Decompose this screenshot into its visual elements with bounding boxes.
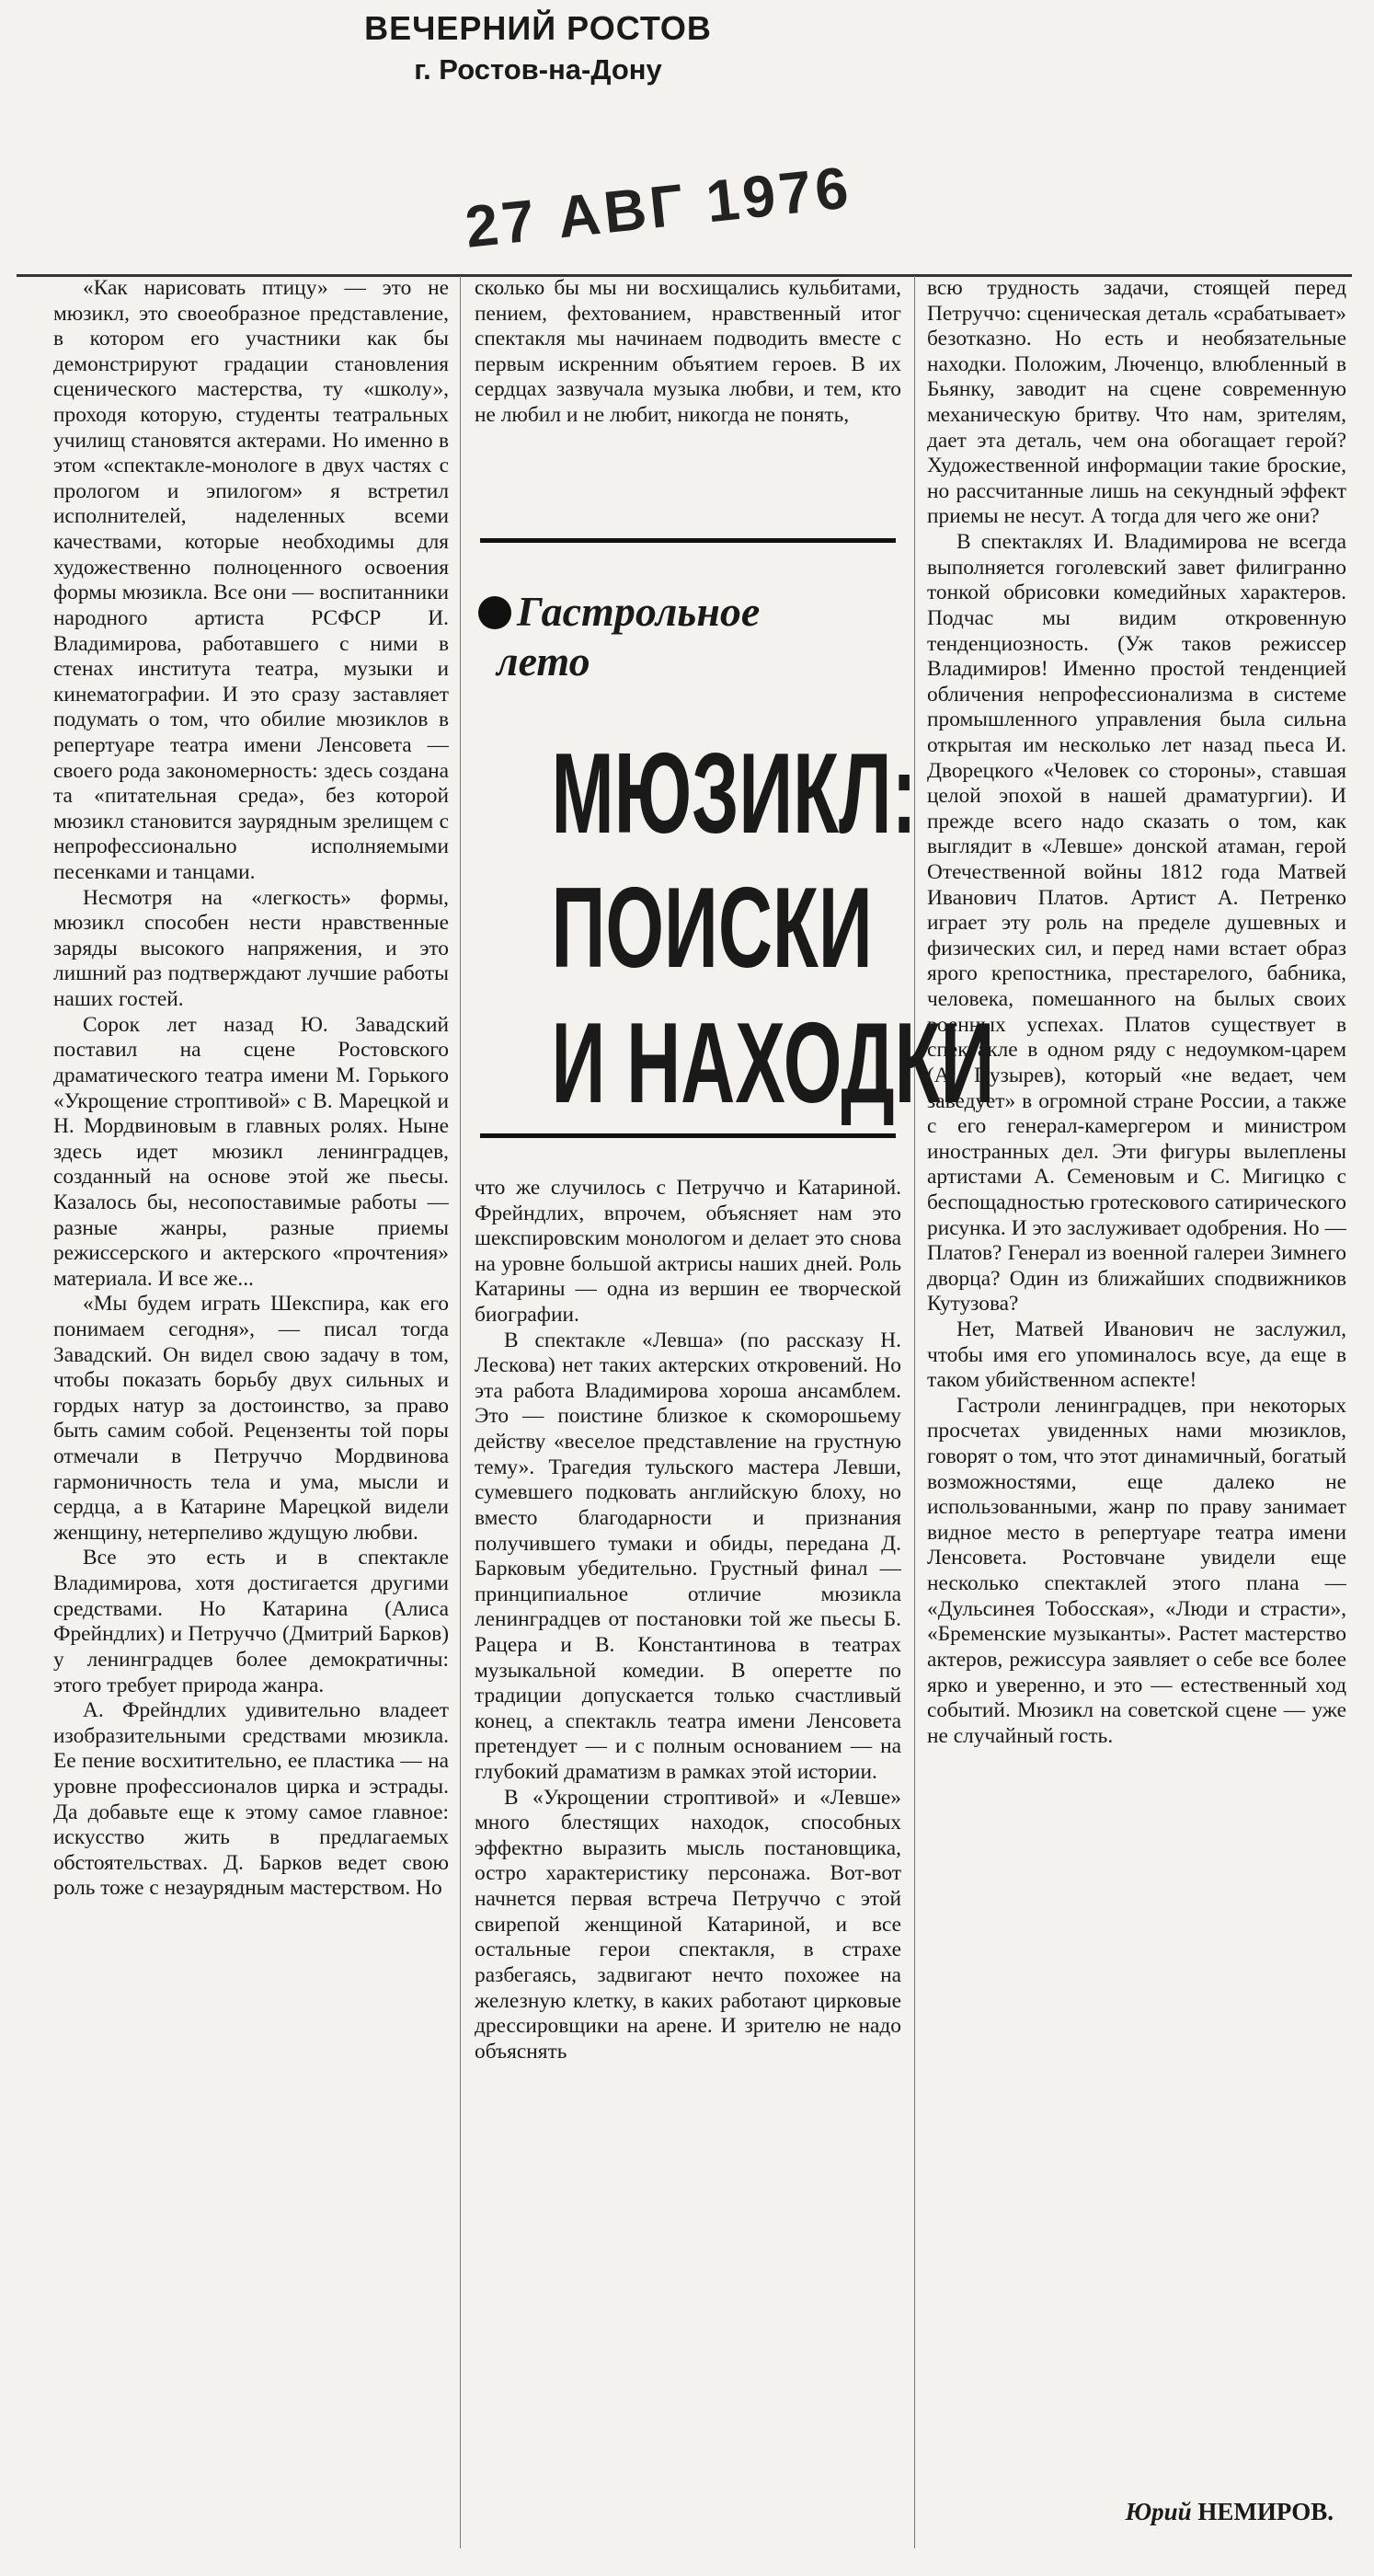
rubric-line-1: Гастрольное xyxy=(517,588,761,635)
bullet-icon xyxy=(478,596,511,629)
rubric xyxy=(478,587,901,687)
newspaper-title: ВЕЧЕРНИЙ РОСТОВ xyxy=(364,9,712,47)
headline-rule-bottom xyxy=(480,1133,896,1138)
article-column-2-bottom xyxy=(475,1176,901,2542)
paragraph: Нет, Матвей Иванович не заслужил, чтобы имя его упоминалось всуе, да еще в таком убийственном аспекте! xyxy=(927,1317,1346,1393)
article-column-2-top xyxy=(475,276,901,515)
headline xyxy=(551,727,995,1131)
article-column-1 xyxy=(53,276,449,2541)
paragraph: сколько бы мы ни восхищались кульбитами, пением, фехтованием, нравственный итог спектакля мы начинаем подводить вместе с первым искренним объятием героев. В их сердцах зазвучала музыка любви, и тем, кто не любил и не любит, никогда не понять, xyxy=(475,276,901,428)
rubric-line-2: лето xyxy=(497,638,590,685)
paragraph: всю трудность задачи, стоящей перед Петруччо: сценическая деталь «срабатывает» безотказно. Но есть и необязательные находки. Положим, Люченцо, влюбленный в Бьянку, заводит на сцене современную механическую бритву. Что нам, зрителям, дает эта деталь, чем она обогащает герой? Художественной информации такие броские, но рассчитанные лишь на секундный эффект приемы не несут. А тогда для чего же они? xyxy=(927,276,1346,529)
column-divider-1 xyxy=(460,276,461,2548)
headline-line-2: ПОИСКИ xyxy=(551,865,873,993)
paragraph: что же случилось с Петруччо и Катариной. Фрейндлих, впрочем, объясняет нам это шекспировским монологом и делает это снова на уровне большой актрисы наших дней. Роль Катарины — одна из вершин ее творческой биографии. xyxy=(475,1176,901,1328)
article-column-3 xyxy=(927,276,1346,2466)
date-stamp: 27 АВГ 1976 xyxy=(462,154,855,260)
paragraph: «Мы будем играть Шекспира, как его понимаем сегодня», — писал тогда Завадский. Он видел свою задачу в том, чтобы показать борьбу двух сильных и гордых натур за достоинство, за право быть самим собой. Рецензенты той поры отмечали в Петруччо Мордвинова гармоничность тела и ума, мысли и сердца, а в Катарине Марецкой видели женщину, нетерпеливо ждущую любви. xyxy=(53,1292,449,1545)
author-first-name: Юрий xyxy=(1125,2498,1192,2525)
newspaper-city: г. Ростов-на-Дону xyxy=(414,53,662,86)
paragraph: Гастроли ленинградцев, при некоторых просчетах увиденных нами мюзиклов, говорят о том, что этот динамичный, богатый возможностями, еще далеко не использованными, жанр по праву занимает видное место в репертуаре театра имени Ленсовета. Ростовчане увидели еще несколько спектаклей этого плана — «Дульсинея Тобосская», «Люди и страсти», «Бременские музыканты». Растет мастерство актеров, режиссура заявляет о себе все более ярко и уверенно, и это — естественный ход событий. Мюзикл на советской сцене — уже не случайный гость. xyxy=(927,1393,1346,1748)
headline-line-3: И НАХОДКИ xyxy=(551,999,995,1127)
paragraph: Несмотря на «легкость» формы, мюзикл способен нести нравственные заряды высокого напряжения, и это лишний раз подтверждают лучшие работы наших гостей. xyxy=(53,885,449,1012)
paragraph: А. Фрейндлих удивительно владеет изобразительными средствами мюзикла. Ее пение восхитительно, ее пластика — на уровне профессионалов цирка и эстрады. Да добавьте еще к этому самое главное: искусство жить в предлагаемых обстоятельствах. Д. Барков ведет свою роль тоже с незаурядным мастерством. Но xyxy=(53,1698,449,1901)
paragraph: Сорок лет назад Ю. Завадский поставил на сцене Ростовского драматического театра имени М. Горького «Укрощение строптивой» с В. Марецкой и Н. Мордвиновым в главных ролях. Ныне здесь идет мюзикл ленинградцев, созданный на основе этой же пьесы. Казалось бы, несопоставимые работы — разные жанры, разные приемы режиссерского и актерского «прочтения» материала. И все же... xyxy=(53,1012,449,1291)
paragraph: В «Укрощении строптивой» и «Левше» много блестящих находок, способных эффектно выразить мысль постановщика, остро характеристику персонажа. Вот-вот начнется первая встреча Петруччо с этой свирепой женщиной Катариной, и все остальные герои спектакля, в страхе разбегаясь, задвигают нечто похожее на железную клетку, в каких работают цирковые дрессировщики на арене. И зрителю не надо объяснять xyxy=(475,1785,901,2064)
paragraph: В спектакле «Левша» (по рассказу Н. Лескова) нет таких актерских откровений. Но эта работа Владимирова хороша ансамблем. Это — поистине близкое к скоморошьему действу «веселое представление на грустную тему». Трагедия тульского мастера Левши, сумевшего подковать английскую блоху, но вместо благодарности и признания получившего тумаки и обиды, передана Д. Барковым убедительно. Грустный финал — принципиальное отличие мюзикла ленинградцев от постановки той же пьесы Б. Рацера и В. Константинова в театрах музыкальной комедии. В оперетте по традиции допускается только счастливый конец, а спектакль театра имени Ленсовета претендует — и с полным основанием — на глубокий драматизм в рамках этой истории. xyxy=(475,1328,901,1785)
author-byline xyxy=(1039,2498,1334,2526)
masthead xyxy=(345,9,731,86)
headline-rule-top xyxy=(480,538,896,543)
paragraph: Все это есть и в спектакле Владимирова, хотя достигается другими средствами. Но Катарина (Алиса Фрейндлих) и Петруччо (Дмитрий Барков) у ленинградцев более демократичны: этого требует природа жанра. xyxy=(53,1546,449,1697)
author-last-name: НЕМИРОВ. xyxy=(1197,2498,1334,2525)
headline-line-1: МЮЗИКЛ: xyxy=(551,730,917,857)
paragraph: В спектаклях И. Владимирова не всегда выполняется гоголевский завет филигранно тонкой обрисовки комедийных характеров. Подчас мы видим откровенную тенденциозность. (Уж таков режиссер Владимиров! Именно простой тенденцией обличения непрофессионализма в системе промышленного управления была сильна открытая им несколько лет назад пьеса И. Дворецкого «Человек со стороны», ставшая целой эпохой в нашей драматургии). И прежде всего надо сказать о том, как выглядит в «Левше» донской атаман, герой Отечественной войны 1812 года Матвей Иванович Платов. Артист А. Петренко играет эту роль на пределе душевных и физических сил, и перед нами встает образ ярого крепостника, престарелого, бабника, человека, помешанного на былых своих военных успехах. Платов существует в спектакле в одном ряду с недоумком-царем (А. Пузырев), который «не ведает, чем заведует» в огромной стране России, а также с его генерал-камергером и министром иностранных дел. Эти фигуры вылеплены артистами А. Семеновым и С. Мигицко с беспощадностью гротескового сатирического рисунка. И это заслуживает одобрения. Но — Платов? Генерал из военной галереи Зимнего дворца? Один из ближайших сподвижников Кутузова? xyxy=(927,530,1346,1317)
paragraph: «Как нарисовать птицу» — это не мюзикл, это своеобразное представление, в котором его участники как бы демонстрируют градации становления сценического мастерства, ту «школу», проходя которую, студенты театральных училищ становятся актерами. Но именно в этом «спектакле-монологе в двух частях с прологом и эпилогом» я встретил исполнителей, наделенных всеми качествами, которые необходимы для художественно полноценного освоения формы мюзикла. Все они — воспитанники народного артиста РСФСР И. Владимирова, работавшего с ними в стенах института театра, музыки и кинематографии. И это сразу заставляет подумать о том, что обилие мюзиклов в репертуаре театра имени Ленсовета — своего рода закономерность: здесь создана та «питательная среда», без которой мюзикл становится заурядным зрелищем с непрофессионально исполняемыми песенками и танцами. xyxy=(53,276,449,885)
column-divider-2 xyxy=(914,276,915,2548)
